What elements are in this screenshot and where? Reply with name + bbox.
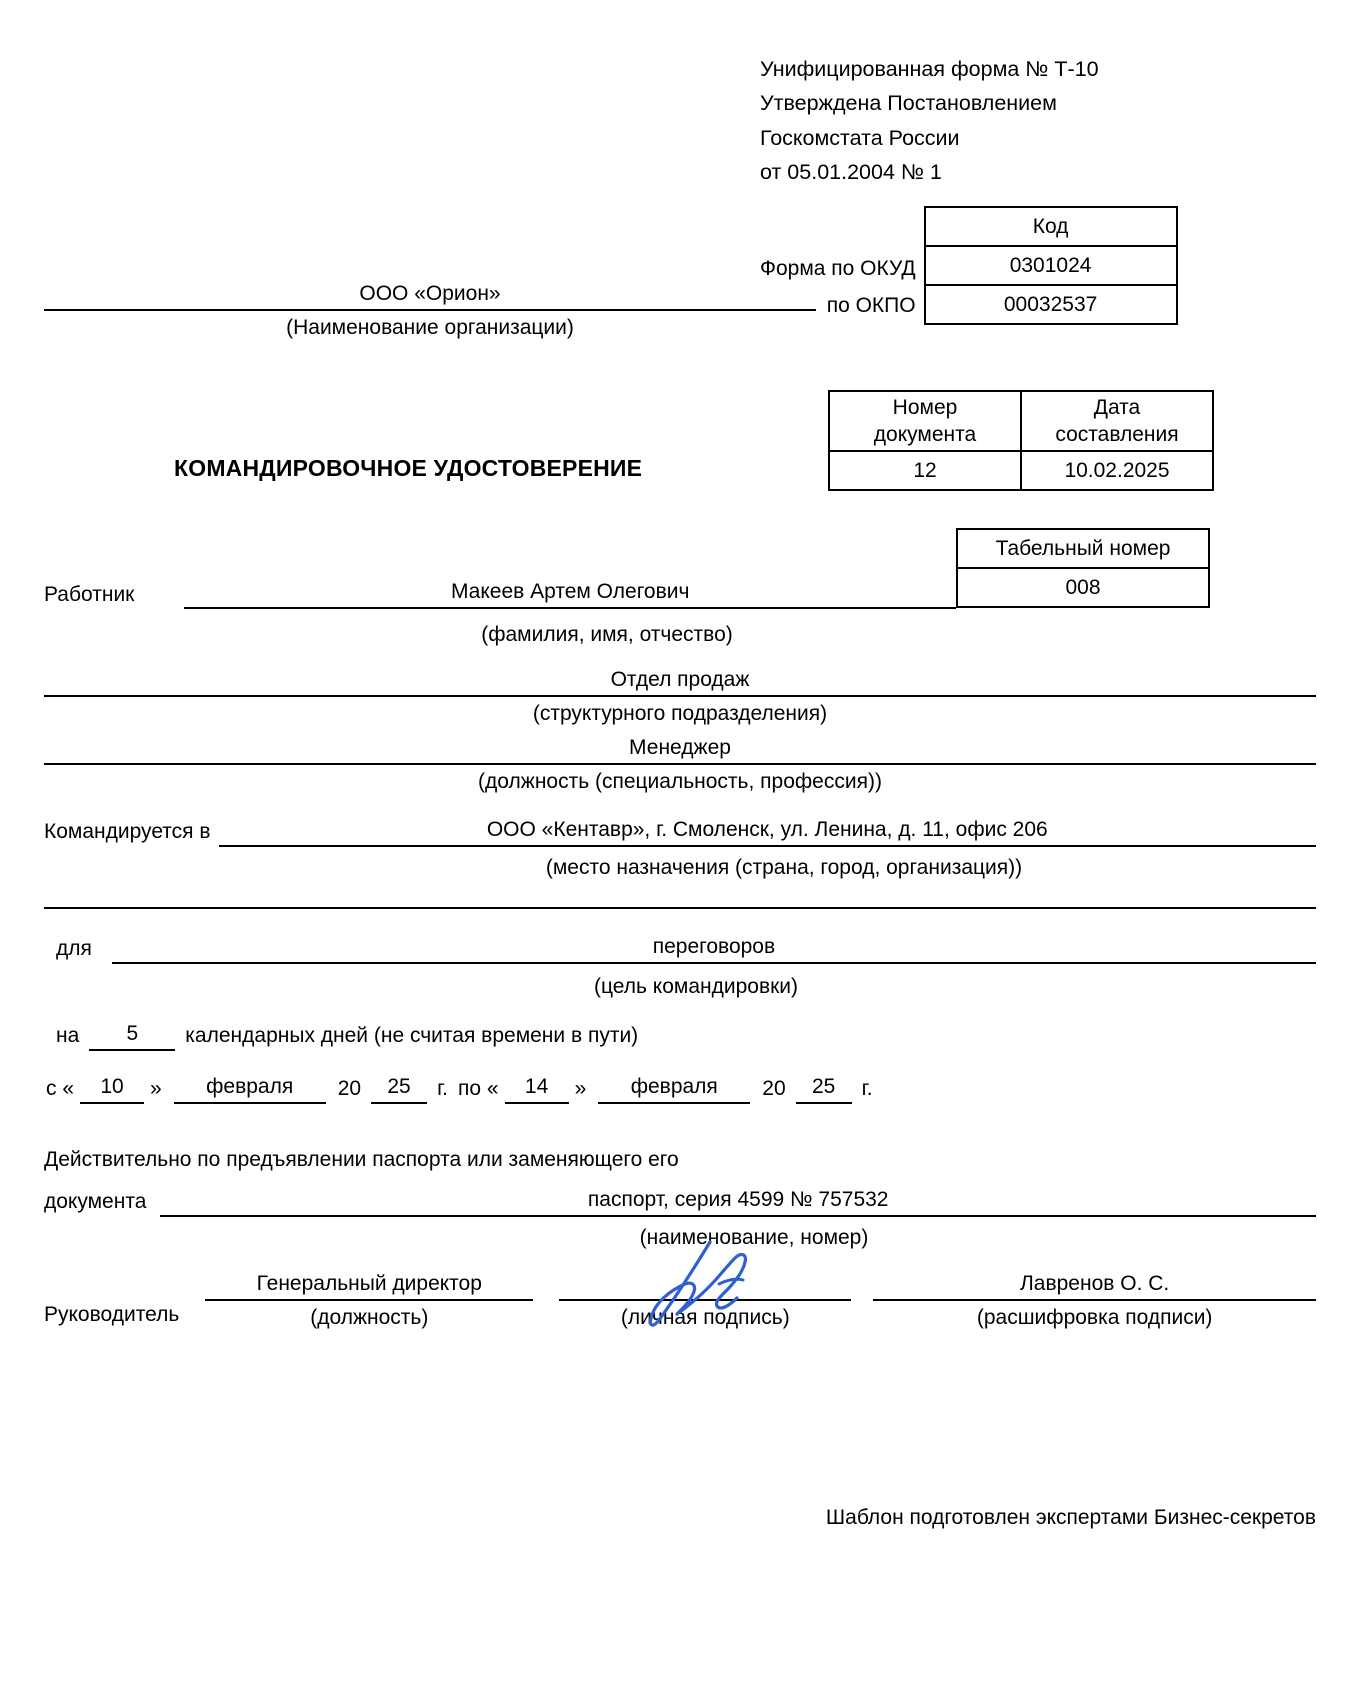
- date-to-day: 14: [505, 1075, 569, 1104]
- dates-field: [46, 1075, 873, 1104]
- okpo-label: по ОКПО: [826, 294, 916, 317]
- form-header-line-2: Утверждена Постановлением: [760, 91, 1057, 116]
- form-header: [760, 52, 1099, 190]
- department-value: Отдел продаж: [610, 668, 750, 691]
- destination-field: [44, 818, 1316, 847]
- signature-name-caption: (расшифровка подписи): [976, 1306, 1213, 1329]
- destination-continuation-rule: [44, 907, 1316, 909]
- signature-ink-caption: (личная подпись): [620, 1306, 790, 1329]
- date-to-quote: »: [574, 1077, 587, 1100]
- organization-field: [44, 282, 816, 340]
- code-header-cell: Код: [925, 207, 1177, 246]
- worker-rule: [184, 607, 956, 609]
- destination-label: Командируется в: [44, 820, 211, 843]
- table-row: [829, 451, 1213, 490]
- signature-position-caption: (должность): [310, 1306, 429, 1329]
- signature-position-column: [205, 1272, 533, 1330]
- table-row: [957, 529, 1209, 568]
- page-title: КОМАНДИРОВОЧНОЕ УДОСТОВЕРЕНИЕ: [174, 455, 643, 481]
- purpose-label: для: [56, 937, 92, 960]
- okud-code-block: [760, 206, 1178, 325]
- purpose-caption: (цель командировки): [593, 975, 799, 998]
- date-from-year-mark: г.: [437, 1077, 448, 1100]
- destination-caption: (место назначения (страна, город, организация)): [545, 856, 1023, 879]
- form-header-line-3: Госкомстата России: [760, 125, 960, 150]
- okpo-value-cell: 00032537: [925, 285, 1177, 324]
- position-value: Менеджер: [629, 736, 731, 759]
- date-from-day: 10: [80, 1075, 144, 1104]
- department-caption: (структурного подразделения): [532, 702, 828, 725]
- date-to-prefix: по «: [458, 1077, 499, 1100]
- personnel-number-value: 008: [957, 568, 1209, 607]
- destination-line: [219, 818, 1316, 847]
- passport-field: [44, 1188, 1316, 1217]
- date-from-quote: »: [150, 1077, 162, 1100]
- document-date-value: 10.02.2025: [1021, 451, 1213, 490]
- organization-value: ООО «Орион»: [359, 282, 501, 305]
- document-number-table: [828, 390, 1214, 491]
- date-from-month: февраля: [174, 1075, 326, 1104]
- document-number-header-line-1: Номер: [892, 395, 958, 419]
- signature-name-column: [873, 1272, 1316, 1330]
- signature-ink-spacer: [559, 1272, 851, 1299]
- personnel-number-header: Табельный номер: [957, 529, 1209, 568]
- date-from-prefix: с «: [46, 1077, 75, 1100]
- okud-table: [924, 206, 1178, 325]
- purpose-field: [56, 935, 1316, 964]
- signature-ink-column: [559, 1272, 851, 1330]
- date-from-year-prefix: 20: [337, 1077, 362, 1100]
- document-date-header-line-1: Дата: [1093, 395, 1141, 419]
- form-header-line-1: Унифицированная форма № Т-10: [760, 57, 1099, 81]
- destination-continuation-value: [44, 880, 1316, 907]
- worker-value: Макеев Артем Олегович: [450, 580, 690, 603]
- date-to-month: февраля: [598, 1075, 750, 1104]
- worker-field: [44, 580, 956, 609]
- signature-row: [44, 1272, 1316, 1330]
- signature-name-value: Лавренов О. С.: [1020, 1272, 1170, 1295]
- table-row: [957, 568, 1209, 607]
- duration-prefix: на: [56, 1024, 80, 1047]
- signature-position-value: Генеральный директор: [256, 1272, 482, 1295]
- document-number-value: 12: [829, 451, 1021, 490]
- signature-role-label: Руководитель: [44, 1303, 180, 1326]
- purpose-value: переговоров: [652, 935, 776, 958]
- passport-line: [160, 1188, 1316, 1217]
- duration-field: [56, 1022, 638, 1051]
- footer-note: Шаблон подготовлен экспертами Бизнес-секретов: [825, 1506, 1316, 1529]
- duration-days-value: 5: [89, 1022, 175, 1051]
- okud-label: Форма по ОКУД: [760, 257, 916, 280]
- validity-text: Действительно по предъявлении паспорта или заменяющего его: [44, 1148, 679, 1171]
- worker-line: [184, 580, 956, 609]
- date-to-year-suffix: 25: [796, 1075, 852, 1104]
- okud-value-cell: 0301024: [925, 246, 1177, 285]
- worker-caption: (фамилия, имя, отчество): [481, 623, 733, 646]
- table-row: [925, 207, 1177, 246]
- table-row: [925, 246, 1177, 285]
- duration-suffix: календарных дней (не считая времени в пути): [185, 1024, 639, 1047]
- purpose-line: [112, 935, 1316, 964]
- table-row: [925, 285, 1177, 324]
- document-date-header: [1021, 391, 1213, 451]
- department-field: [44, 668, 1316, 726]
- document-date-header-line-2: составления: [1055, 423, 1179, 446]
- passport-label: документа: [44, 1190, 147, 1213]
- passport-caption: (наименование, номер): [639, 1226, 869, 1249]
- document-number-header-line-2: документа: [873, 423, 977, 446]
- document-number-header: [829, 391, 1021, 451]
- organization-caption: (Наименование организации): [286, 316, 574, 339]
- destination-continuation: [44, 880, 1316, 909]
- destination-value: ООО «Кентавр», г. Смоленск, ул. Ленина, д. 11, офис 206: [486, 818, 1048, 841]
- position-caption: (должность (специальность, профессия)): [478, 770, 882, 793]
- form-header-line-4: от 05.01.2004 № 1: [760, 160, 942, 185]
- position-field: [44, 736, 1316, 794]
- worker-label: Работник: [44, 583, 135, 606]
- table-row: [829, 391, 1213, 451]
- date-to-year-mark: г.: [861, 1077, 873, 1100]
- date-to-year-prefix: 20: [762, 1077, 786, 1100]
- date-from-year-suffix: 25: [371, 1075, 427, 1104]
- personnel-number-table: [956, 528, 1210, 608]
- passport-value: паспорт, серия 4599 № 757532: [587, 1188, 889, 1211]
